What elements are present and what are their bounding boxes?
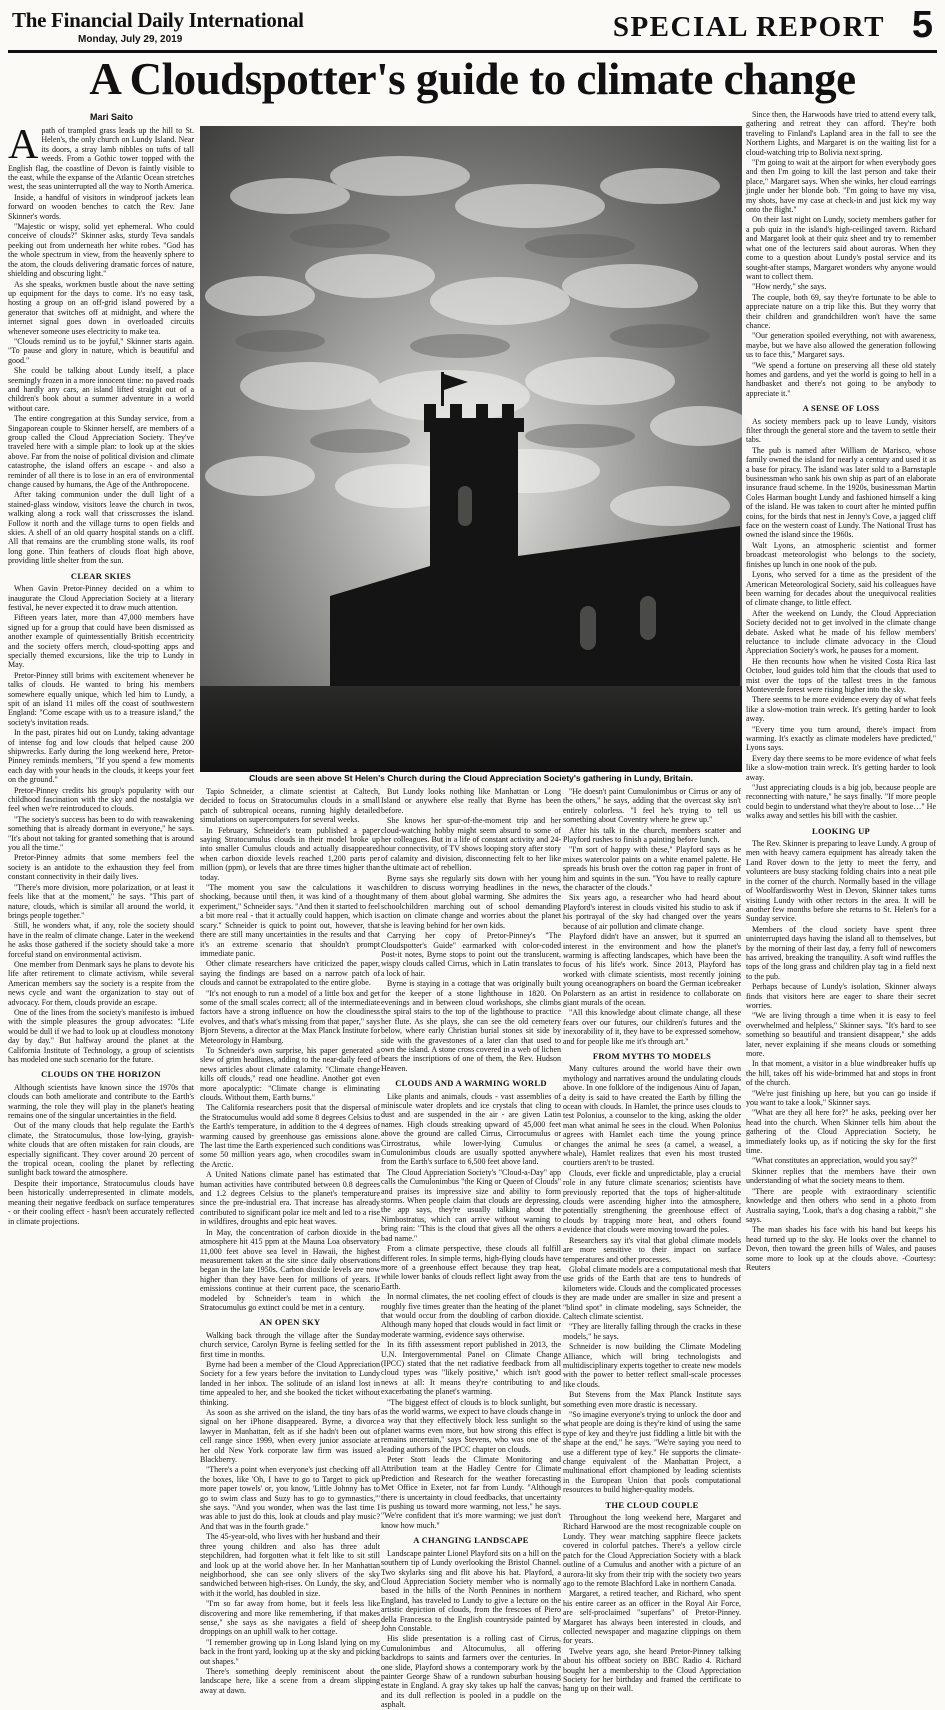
issue-date: Monday, July 29, 2019 bbox=[78, 34, 183, 45]
article-paragraph: In May, the concentration of carbon dioxide in the atmosphere hit 415 ppm at the Mauna Loa observatory 11,000 feet above sea level in Hawaii, the highest measurement taken at the site since daily observations began in the late 1950s. Carbon dioxide levels are now higher than they have been for millions of years. If emissions continue at their current pace, the scenario modeled by Schneider's team in which the Stratocumulus go extinct could be met in a century. bbox=[200, 1227, 380, 1312]
section-title: SPECIAL REPORT bbox=[612, 11, 885, 43]
article-paragraph: The pub is named after William de Marisco, whose family owned the island for nearly a century and used it as a base for piracy. The island was later sold to a Barnstaple businessman who sank his own ship as part of an elaborate insurance fraud scheme. In the 1920s, businessman Martin Coles Harman bought Lundy and fashioned himself a king of the island. He was taken to court after he minted puffin coins, for the birds that nest in Jenny's Cove, a jagged cliff face on the western coast of Lundy. The National Trust has owned the island since the 1960s. bbox=[746, 445, 936, 540]
article-paragraph: Members of the cloud society have spent three uninterrupted days having the island all to themselves, but by the morning of their last day, a ferry full of newcomers has arrived, breaking the tranquility. A soft wind ruffles the tops of the long grass and children play tag in a field next to the pub. bbox=[746, 924, 936, 981]
subhead-clear-skies: CLEAR SKIES bbox=[70, 570, 132, 581]
article-paragraph: "I'm sort of happy with these," Playford says as he mixes watercolor paints on a white enamel palette. He spreads his brush over the cotton rag paper in front of him and squints in the sun. "You have to really capture the character of the clouds." bbox=[563, 845, 741, 893]
article-paragraph: The Rev. Skinner is preparing to leave Lundy. A group of men with heavy camera equipment has already taken the Land Rover down to the jetty to meet the ferry, and volunteers are busy stacking folding chairs into a neat pile in the corner of the church. Normally based in the village of Woolfardisworthy West in Devon, Skinner takes turns visiting Lundy with other rectors in the area. It will be another few months before she returns to St. Helen's for a Sunday service. bbox=[746, 839, 936, 924]
article-paragraph: Six years ago, a researcher who had heard about Playford's interest in clouds visited his studio to ask if his portrayal of the sky had changed over the years because of air pollution and climate change. bbox=[563, 893, 741, 931]
article-paragraph: Global climate models are a computational mesh that use grids of the Earth that are tens to hundreds of kilometers wide. Clouds and the complicated processes they are made under are smaller in size and present a "blind spot" in climate modeling, says Schneider, the Caltech climate scientist. bbox=[563, 1264, 741, 1321]
lead-paragraph bbox=[8, 122, 194, 192]
church-clouds-photo bbox=[200, 126, 742, 772]
article-paragraph: Since then, the Harwoods have tried to attend every talk, gathering and retreat they can afford. They're both traveling to Finland's Lapland area in the fall to see the Northern Lights, and Margaret is on the waiting list for a cloud-watching trip to Bolivia next spring. bbox=[746, 110, 936, 157]
article-paragraph: One member from Denmark says he plans to devote his life after retirement to climate activism, while several American members say the society is a respite from the news cycle and want the organization to stay out of advocacy. For them, clouds provide an escape. bbox=[8, 959, 194, 1007]
article-paragraph: Throughout the long weekend here, Margaret and Richard Harwood are the most recognizable couple on Lundy. They wear matching sapphire fleece jackets covered in colorful patches. There's a yellow circle patch for the Cloud Appreciation Society with a black outline of a Cumulus and another with a picture of an aurora-lit sky from their trip with the society two years ago to the remote Blachford Lake in northern Canada. bbox=[563, 1513, 741, 1588]
article-paragraph: Lyons, who served for a time as the president of the American Meteorological Society, said his colleagues have been warning for decades about the unequivocal realities of climate change, to little effect. bbox=[746, 570, 936, 608]
article-column-4 bbox=[563, 787, 741, 1694]
article-paragraph: "I'm so far away from home, but it feels less like discovering and more like remembering, if that makes sense," she says as she navigates a field of sheep droppings on an uphill walk to her cottage. bbox=[200, 1599, 380, 1637]
paragraph-group bbox=[563, 787, 741, 1046]
article-paragraph: Researchers say it's vital that global climate models are more sensitive to their impact on surface temperatures and other processes. bbox=[563, 1235, 741, 1264]
drop-cap: A bbox=[8, 122, 39, 168]
article-paragraph: "Just appreciating clouds is a big job, because people are reconnecting with nature," he says finally. "If more people could begin to understand what they're about to lose…" He walks away and settles his bill with the cashier. bbox=[746, 783, 936, 821]
article-paragraph: In its fifth assessment report published in 2013, the U.N. Intergovernmental Panel on Climate Change (IPCC) stated that the net radiative feedback from all cloud types was "likely positive," which isn't good news at all: It means they're contributing to and exacerbating the planet's warming. bbox=[381, 1340, 561, 1397]
article-paragraph: Pretor-Pinney admits that some members feel the society is an antidote to the exhaustion they feel from constant connectivity in their daily lives. bbox=[8, 853, 194, 882]
article-paragraph: "All this knowledge about climate change, all these fears over our futures, our children's futures and the inexorability of it, they have to be expressed somehow, and for people like me it's through art." bbox=[563, 1008, 741, 1046]
article-paragraph: "Our generation spoiled everything, not with awareness, maybe, but we have also allowed the generation following us to face this," Margaret says. bbox=[746, 331, 936, 360]
article-paragraph: Like plants and animals, clouds - vast assemblies of miniscule water droplets and ice crystals that cling to dust and are suspended in the air - are given Latin names. High clouds streaking upward of 45,000 feet above the ground are called Cirrus, Cirrocumulus or Cirrostratus, while lower-lying Cumulus or Cumulonimbus clouds are usually spotted anywhere from the Earth's surface to 6,500 feet above land. bbox=[381, 1091, 561, 1167]
article-paragraph: "Every time you turn around, there's impact from warming. It's exactly as climate modelers have predicted," Lyons says. bbox=[746, 724, 936, 753]
article-paragraph: The entire congregation at this Sunday service, from a Singaporean couple to Skinner herself, are members of a group called the Cloud Appreciation Society. They've traveled here with a simple plan: to look up at the skies above. Far from the noise of political division and climate catastrophe, the island offers an escape - and also a reminder of all there is to lose in an era of environmental change caused by humans, the Age of the Anthropocene. bbox=[8, 414, 194, 490]
article-paragraph: As society members pack up to leave Lundy, visitors filter through the general store and the tavern to settle their tabs. bbox=[746, 416, 936, 445]
article-paragraph: After taking communion under the dull light of a stained-glass window, visitors leave the church in twos, walking along a rock wall that crisscrosses the island. Follow it north and the village turns to open fields and skies. A shell of an old quarry hospital stands on a cliff. All that remains are the crumbling stone walls, its roof long gone. Thin feathers of clouds float high above, providing little shelter from the sun. bbox=[8, 490, 194, 566]
article-paragraph: "What constitutes an appreciation, would you say?" bbox=[752, 1156, 918, 1166]
article-paragraph: When Gavin Pretor-Pinney decided on a whim to inaugurate the Cloud Appreciation Society at a literary festival, he never expected it to draw much attention. bbox=[8, 584, 194, 612]
article-paragraph: There's something deeply reminiscent about the landscape here, like a scene from a dream slipping away at dawn. bbox=[200, 1666, 380, 1695]
article-paragraph: Byrne is staying in a cottage that was originally built for the keeper of a stone lighthouse in 1820. On evenings and in between cloud workshops, she climbs the spiral stairs to the top of the lighthouse to practice her flute. As she plays, she can see the old cemetery below, where early Christian burial stones sit side by side with the gravestones of a later clan that used to own the island. A stone cross covered in a web of lichen bears the inscriptions of one of them, the Rev. Hudson Heaven. bbox=[381, 979, 561, 1073]
article-paragraph: "Majestic or wispy, solid yet ephemeral. Who could conceive of clouds?" Skinner asks, sturdy Teva sandals peeking out from underneath her white robes. "God has the whole spectrum in view, from the heavenly sphere to the atom, the clouds delivering dramatic forces of nature, shielding and obscuring light." bbox=[8, 222, 194, 279]
photo-caption: Clouds are seen above St Helen's Church during the Cloud Appreciation Society's gathering in Lundy, Britain. bbox=[249, 773, 693, 783]
paragraph-group bbox=[563, 1513, 741, 1694]
article-column-2 bbox=[200, 787, 380, 1695]
page-number: 5 bbox=[911, 4, 933, 46]
article-paragraph: In February, Schneider's team published a paper saying Stratocumulus clouds in their model broke up into smaller Cumulus clouds and actually disappeared when carbon dioxide levels reached 1,200 parts per million (ppm), or levels that are three times higher than today. bbox=[200, 825, 380, 882]
paragraph-group bbox=[746, 110, 936, 398]
article-paragraph: Fifteen years later, more than 47,000 members have signed up for a group that could have been dismissed as another example of quintessentially British eccentricity and the society offers merch, cloud-spotting apps and specially themed excursions, like the trip to Lundy in May. bbox=[8, 613, 194, 670]
photo-image bbox=[200, 126, 742, 772]
article-paragraph: Pretor-Pinney still brims with excitement whenever he talks of clouds. He wanted to bring his members somewhere equally unique, which led him to Lundy, a spit of an island 11 miles off the coast of southwestern England: "Come escape with us to a treasure island," the society's invitation reads. bbox=[8, 670, 194, 727]
article-paragraph: "Clouds remind us to be joyful," Skinner starts again. "To pause and glory in nature, which is beautiful and good." bbox=[8, 336, 194, 365]
byline: Mari Saito bbox=[90, 112, 134, 122]
article-paragraph: Pretor-Pinney credits his group's popularity with our childhood fascination with the sky and the nostalgia we feel when we're reintroduced to clouds. bbox=[8, 785, 194, 814]
paragraph-group bbox=[8, 584, 194, 1064]
article-paragraph: After the weekend on Lundy, the Cloud Appreciation Society decided not to get involved in the climate change debate. Asked what he made of his fellow members' reluctance to include climate advocacy in the Cloud Appreciation Society's work, he pauses for a moment. bbox=[746, 608, 936, 656]
article-paragraph: In normal climates, the net cooling effect of clouds is roughly five times greater than the heating of the planet that would occur from the doubling of carbon dioxide. Although many hoped that clouds would in fact limit or moderate warming, evidence says otherwise. bbox=[381, 1292, 561, 1339]
article-paragraph: Out of the many clouds that help regulate the Earth's climate, the Stratocumulus, those low-lying, grayish-white clouds that are often mistaken for rain clouds, are especially significant. They cover around 20 percent of the tropical ocean, cooling the planet by reflecting sunlight back toward the atmosphere. bbox=[8, 1121, 194, 1178]
article-paragraph: "I remember growing up in Long Island lying on my back in the front yard, looking up at the sky and picking out shapes." bbox=[200, 1637, 380, 1666]
article-paragraph: The Cloud Appreciation Society's "Cloud-a-Day" app calls the Cumulonimbus "the King or Queen of Clouds" and praises its impressive size and ability to form storms. When people claim that clouds are depressing, the app says, they're usually talking about the Nimbostratus, which can arrive without warning to bring rain: "This is the cloud that gives all the others a bad name." bbox=[381, 1167, 561, 1243]
article-paragraph: "He doesn't paint Cumulonimbus or Cirrus or any of the others," he says, adding that the overcast sky isn't entirely colorless. "I feel he's trying to tell us something about Coventry where he grew up." bbox=[563, 787, 741, 825]
article-paragraph: His slide presentation is a rolling cast of Cirrus, Cumulonimbus and Altocumulus, all offering backdrops to saints and farmers over the centuries. In one slide, Playford shows a contemporary work by the painter George Shaw of a rundown suburban housing estate in England. A gray sky takes up half the canvas, and its dull reflection is pooled in a puddle on the asphalt. bbox=[381, 1634, 561, 1710]
article-paragraph: "The society's success has been to do with reawakening something that is already dormant in everyone," he says. "It's about not taking for granted something that is around you all the time." bbox=[8, 814, 194, 853]
article-paragraph: "We spend a fortune on preserving all these old stately homes and gardens, and yet the world is going to hell in a handbasket and there's not going to be anybody to appreciate it." bbox=[746, 360, 936, 398]
article-paragraph: "We are living through a time when it is easy to feel overwhelmed and helpless," Skinner says. "It's hard to see something so beautiful and transient disappear," she adds later, never explaining if she means clouds or something more. bbox=[746, 1011, 936, 1058]
article-paragraph: Peter Stott leads the Climate Monitoring and Attribution team at the Hadley Centre for Climate Prediction and Research for the weather forecasting Met Office in Exeter, not far from Lundy. "Although there is uncertainty in cloud feedbacks, that uncertainty is pushing us toward more warming, not less," he says. "We're confident that it's more warming; we just don't know how much." bbox=[381, 1455, 561, 1530]
paragraph-group bbox=[746, 839, 936, 1272]
paragraph-group bbox=[381, 1549, 561, 1710]
paragraph-group bbox=[200, 1331, 380, 1695]
article-paragraph: Inside, a handful of visitors in windproof jackets lean forward on wooden benches to catch the Rev. Jane Skinner's words. bbox=[8, 192, 194, 221]
article-paragraph: He then recounts how when he visited Costa Rica last October, loud guides told him that the clouds that used to mist over the tops of the tallest trees in the famous Monteverde forest were rising higher into the sky. bbox=[746, 656, 936, 694]
paragraph-group bbox=[381, 1092, 561, 1531]
article-paragraph: One of the lines from the society's manifesto is imbued with the simple pleasures the group advocates: "Life would be dull if we had to look up at cloudless monotony day by day." But halfway around the planet at the California Institute of Technology, a group of scientists has modeled one such scenario for the future. bbox=[8, 1007, 194, 1064]
paragraph-group bbox=[8, 193, 194, 566]
paragraph-group bbox=[746, 417, 936, 821]
article-column-5 bbox=[746, 110, 936, 1544]
article-paragraph: But Lundy looks nothing like Manhattan or Long Island or anywhere else really that Byrne has been before. bbox=[381, 787, 561, 815]
article-paragraph: The man shades his face with his hand but keeps his head turned up to the sky. He looks over the channel to Devon, then toward the green hills of Wales, and pauses some more to look up at the clouds above. -Courtesy: Reuters bbox=[746, 1225, 936, 1272]
article-paragraph: "There are people with extraordinary scientific knowledge and then others who send in a photo from Australia saying, 'Look, that's a dog chasing a rabbit,'" she says. bbox=[746, 1186, 936, 1224]
article-paragraph: On their last night on Lundy, society members gather for a pub quiz in the island's high-ceilinged tavern. Richard and Margaret look at their quiz sheet and try to remember what one of the lecturers said about auroras. When they come to a question about Lundy's postal service and its sought-after stamps, Margaret wonders why anyone would want to collect them. bbox=[746, 215, 936, 281]
article-paragraph: Walt Lyons, an atmospheric scientist and former broadcast meteorologist who belongs to the society, finishes up lunch in one nook of the pub. bbox=[746, 540, 936, 569]
article-paragraph: A United Nations climate panel has estimated that human activities have contributed between 0.8 degrees and 1.2 degrees Celsius to the planet's temperature since the pre-industrial era. That increase has already contributed to significant polar ice melt and led to a rise in wildfires, droughts and epic heat waves. bbox=[200, 1170, 380, 1227]
article-paragraph: Landscape painter Lionel Playford sits on a hill on the southern tip of Lundy overlooking the Bristol Channel. Two skylarks sing and flit above his hat. Playford, a Cloud Appreciation Society member who is normally based in the hills of the North Pennines in northern England, has traveled to Lundy to give a lecture on the artistic depiction of clouds, from the frescoes of Piero della Francesca to the English countryside painted by John Constable. bbox=[381, 1548, 561, 1633]
article-paragraph: As she speaks, workmen bustle about the nave setting up equipment for the days to come. It's no easy task, hosting a group on an off-grid island powered by a generator that switches off at midnight, and where the internet signal goes down in overloaded circuits whenever someone uses electricity to make tea. bbox=[8, 279, 194, 336]
paragraph-group bbox=[381, 787, 561, 1073]
article-paragraph: "There's a point when everyone's just checking off all the boxes, like 'Oh, I have to go to Target to pick up more paper towels' or, you know, 'Little Johnny has to go to swim class and Suzy has to go to gymnastics,'" she says. "And you wonder, when was the last time I was able to just do this, look at clouds and play music? And that was in the fourth grade." bbox=[200, 1465, 380, 1531]
subhead-clouds-and-a-warming-world: CLOUDS AND A WARMING WORLD bbox=[395, 1078, 547, 1089]
article-paragraph: "How nerdy," she says. bbox=[752, 282, 827, 292]
paragraph-group bbox=[8, 1083, 194, 1226]
article-paragraph: From a climate perspective, these clouds all fulfill different roles. In simple terms, high-flying clouds have more of a greenhouse effect because they trap heat, while lower banks of clouds reflect light away from the Earth. bbox=[381, 1244, 561, 1291]
article-paragraph: "We're just finishing up here, but you can go inside if you want to take a look," Skinner says. bbox=[746, 1088, 936, 1108]
article-paragraph: In that moment, a visitor in a blue windbreaker huffs up the hill, takes off his wide-brimmed hat and stops in front of the church. bbox=[746, 1059, 936, 1088]
article-paragraph: Skinner replies that the members have their own understanding of what the society means to them. bbox=[746, 1166, 936, 1186]
article-paragraph: There seems to be more evidence every day of what feels like a slow-motion train wreck. It's getting harder to look away. bbox=[746, 695, 936, 724]
article-paragraph: Byrne had been a member of the Cloud Appreciation Society for a few years before the invitation to Lundy landed in her inbox. The solitude of an island lost in time appealed to her, and she booked the ticket without thinking. bbox=[200, 1359, 380, 1407]
article-paragraph: Many cultures around the world have their own mythology and narratives around the undulating clouds above. In one folklore of the indigenous Ainu of Japan, a deity is said to have created the Earth by filling the ocean with clouds. In Hamlet, the prince uses clouds to test Polonius, a counselor to the king, asking the older man what animal he sees in the cloud. When Polonius agrees with Hamlet each time the young prince changes the animal he sees (a camel, a weasel, a whale), Hamlet realizes that even his most trusted courtiers aren't to be trusted. bbox=[563, 1064, 741, 1168]
article-paragraph: She could be talking about Lundy itself, a place seemingly frozen in a more innocent time: no paved roads and hardly any cars, an island lifted straight out of a children's book about a summer adventure in a world without care. bbox=[8, 366, 194, 413]
article-paragraph: Playford didn't have an answer, but it spurred an interest in the environment and how the planet's warming is affecting landscapes, which have been the focus of his life's work. Since 2013, Playford has worked with climate scientists, most recently joining young oceanographers on board the German icebreaker Polarstern as an artist in residence to collaborate on giant murals of the ocean. bbox=[563, 932, 741, 1007]
article-paragraph: The couple, both 69, say they're fortunate to be able to appreciate nature on a trip like this. But they worry that their children and grandchildren won't have the same chance. bbox=[746, 292, 936, 330]
article-paragraph: Tapio Schneider, a climate scientist at Caltech, decided to focus on Stratocumulus clouds in a small patch of subtropical oceans, running highly detailed simulations on supercomputers for several weeks. bbox=[200, 787, 380, 825]
subhead-clouds-on-the-horizon: CLOUDS ON THE HORIZON bbox=[41, 1069, 161, 1080]
article-paragraph: She knows her spur-of-the-moment trip and her cloud-watching hobby might seem absurd to some of her colleagues. But in a life of constant activity and 24-hour connectivity, of TV shows looping story after story of calamity and division, disconnecting felt to her like the ultimate act of rebellion. bbox=[381, 816, 561, 873]
article-paragraph: Despite their importance, Stratocumulus clouds have been historically underrepresented in climate models, meaning their negative feedback on surface temperatures - or their cooling effect - hasn't been accurately reflected in climate projections. bbox=[8, 1178, 194, 1226]
article-paragraph: Byrne says she regularly sits down with her young children to discuss worrying headlines in the news, many of them about global warming. She admires the schoolchildren marching out of school demanding action on climate change and worries about the planet she is leaving behind for her own kids. bbox=[381, 873, 561, 930]
article-paragraph: To Schneider's own surprise, his paper generated a slew of grim headlines, adding to the near-daily feed of news articles about climate calamity. "Climate change kills off clouds," read one headline. Another got even more apocalyptic: "Climate change is eliminating clouds. Without them, Earth burns." bbox=[200, 1045, 380, 1102]
article-paragraph: Although scientists have known since the 1970s that clouds can both ameliorate and contribute to the Earth's warming, the role they will play in the planet's heating remains one of the singular uncertainties in the field. bbox=[8, 1082, 194, 1121]
article-paragraph: Margaret, a retired teacher, and Richard, who spent his entire career as an officer in the Royal Air Force, are self-proclaimed "superfans" of Pretor-Pinney. Margaret has always been interested in clouds, and collected newspaper and magazine clippings on them for years. bbox=[563, 1589, 741, 1646]
article-paragraph: "So imagine everyone's trying to unlock the door and what people are doing is they're kind of using the same type of key and they're just fiddling a little bit with the shape at the end," he says. "We're saying you need to use a different type of key." He supports the climate-change equivalent of the Manhattan Project, a multinational effort championed by leading scientists in the European Union that pools computational resources to build higher-quality models. bbox=[563, 1410, 741, 1495]
article-paragraph: Other climate researchers have criticized the paper, saying the findings are based on a narrow patch of clouds and cannot be extrapolated to the entire globe. bbox=[200, 959, 380, 988]
paragraph-group bbox=[563, 1064, 741, 1494]
article-paragraph: "They are literally falling through the cracks in these models," he says. bbox=[563, 1322, 741, 1341]
article-paragraph: "The moment you saw the calculations it was shocking, because until then, it was kind of a thought experiment," Schneider says. "And then it started to feel a bit more real - that it actually could happen, which is scary." Schneider is quick to point out, however, that there are still many uncertainties in the results and that it's an extreme scenario that shouldn't prompt immediate panic. bbox=[200, 883, 380, 958]
article-paragraph: In the past, pirates hid out on Lundy, taking advantage of intense fog and low clouds that helped cause 200 shipwrecks. Early during the long weekend here, Pretor-Pinney reminds members, "If you spend a few moments each day with your heads in the clouds, it keeps your feet on the ground." bbox=[8, 728, 194, 785]
masthead bbox=[8, 6, 937, 52]
article-paragraph: But Stevens from the Max Planck Institute says something even more drastic is necessary. bbox=[563, 1390, 741, 1409]
article-paragraph: "It's not enough to run a model of a little box and get some of the small scales correct; all of the intermediate factors have a strong influence on how the cloudiness evolves, and that's what's missing from that paper," says Bjorn Stevens, a director at the Max Planck Institute for Meteorology in Hamburg. bbox=[200, 988, 380, 1045]
article-paragraph: "There's more division, more polarization, or at least it feels like that at the moment," he says. "This part of nature, clouds, which is similar all around the world, it brings people together." bbox=[8, 882, 194, 920]
lead-text: path of trampled grass leads up the hill to St. Helen's, the only church on Lundy Island. Near its doors, a stray lamb nibbles on tufts of tall weeds. From a Gothic tower topped with the English flag, the coastline of Devon is faintly visible to the east, while the expanse of the Atlantic Ocean stretches west, the seas uninterrupted all the way to North America. bbox=[8, 126, 194, 192]
subhead-the-cloud-couple: THE CLOUD COUPLE bbox=[605, 1499, 699, 1510]
subhead-looking-up: LOOKING UP bbox=[811, 825, 871, 836]
article-column-3 bbox=[381, 787, 561, 1710]
article-paragraph: Still, he wonders what, if any, role the society should have in the realm of climate change. Later in the weekend he asks those gathered if the society should take a more forceful stand on environmental activism. bbox=[8, 921, 194, 959]
article-paragraph: The California researchers posit that the dispersal of the Stratocumulus would add some 8 degrees Celsius to the Earth's temperature, in addition to the 4 degrees of warming caused by greenhouse gas emissions alone. The last time the Earth experienced such conditions was some 50 million years ago, when crocodiles swam in the Arctic. bbox=[200, 1103, 380, 1169]
article-paragraph: Walking back through the village after the Sunday church service, Carolyn Byrne is feeling settled for the first time in months. bbox=[200, 1330, 380, 1359]
subhead-from-myths-to-models: FROM MYTHS TO MODELS bbox=[592, 1050, 712, 1061]
subhead-a-sense-of-loss: A SENSE OF LOSS bbox=[802, 403, 880, 414]
article-paragraph: "The biggest effect of clouds is to block sunlight, but as the world warms, we expect to have clouds change in a way that they effectively block less sunlight so the planet warms even more, but how strong this effect is remains uncertain," says Stevens, who was one of the leading authors of the IPCC chapter on clouds. bbox=[381, 1397, 561, 1454]
article-paragraph: As soon as she arrived on the island, the tiny bars of signal on her iPhone disappeared. Byrne, a divorce lawyer in Manhattan, felt as if she hadn't been out of cell range since 1999, when every junior associate at her old New York corporate law firm was issued a Blackberry. bbox=[200, 1408, 380, 1465]
article-paragraph: Every day there seems to be more evidence of what feels like a slow-motion train wreck. It's getting harder to look away. bbox=[746, 753, 936, 782]
article-paragraph: Twelve years ago, she heard Pretor-Pinney talking about his offbeat society on BBC Radio 4. Richard bought her a membership to the Cloud Appreciation Society for her birthday and framed the certificate to hang up on their wall. bbox=[563, 1646, 741, 1694]
subhead-an-open-sky: AN OPEN SKY bbox=[259, 1317, 321, 1328]
article-column-1 bbox=[8, 122, 194, 1544]
paper-name: The Financial Daily International bbox=[12, 8, 304, 32]
article-paragraph: Schneider is now building the Climate Modeling Alliance, which will bring technologists and multidisciplinary experts together to create new models with the power to better reflect small-scale processes like clouds. bbox=[563, 1342, 741, 1389]
article-paragraph: "I'm going to wait at the airport for when everybody goes and then I'm going to kill the last person and take their place," Margaret says. When she winks, her cloud earrings jingle under her blonde bob. "I'm going to have my visa, my shots, have my case at check-in and just kick my way onto the flight." bbox=[746, 158, 936, 215]
article-paragraph: "What are they all here for?" he asks, peeking over her head into the church. When Skinner tells him about the gathering of the Cloud Appreciation Society, he immediately looks up, as if noticing the sky for the first time. bbox=[746, 1108, 936, 1156]
article-paragraph: After his talk in the church, members scatter and Playford rushes to finish a painting before lunch. bbox=[563, 825, 741, 845]
headline: A Cloudspotter's guide to climate change bbox=[89, 54, 856, 104]
article-paragraph: Carrying her copy of Pretor-Pinney's "The Cloudspotter's Guide" earmarked with color-coded Post-it notes, Byrne stops to point out the translucent, wispy clouds called Cirrus, which in Latin translates to a lock of hair. bbox=[381, 931, 561, 978]
article-paragraph: The 45-year-old, who lives with her husband and their three young children and also has three adult stepchildren, had forgotten what it felt like to sit still and look up at the world above her. In her Manhattan neighborhood, she can see only slivers of the sky sandwiched between high-rises. On Lundy, the sky, and with it the world, has doubled in size. bbox=[200, 1532, 380, 1598]
subhead-a-changing-landscape: A CHANGING LANDSCAPE bbox=[413, 1535, 529, 1546]
article-paragraph: Perhaps because of Lundy's isolation, Skinner always finds that visitors here are eager to share their secret worries. bbox=[746, 982, 936, 1010]
paragraph-group bbox=[200, 787, 380, 1312]
article-paragraph: Clouds, ever fickle and unpredictable, play a crucial role in any future climate scenarios; scientists have previously reported that the tops of higher-altitude clouds were ascending higher into the atmosphere, potentially strengthening the greenhouse effect of clouds by trapping more heat, and others found evidence that clouds were moving toward the poles. bbox=[563, 1168, 741, 1235]
